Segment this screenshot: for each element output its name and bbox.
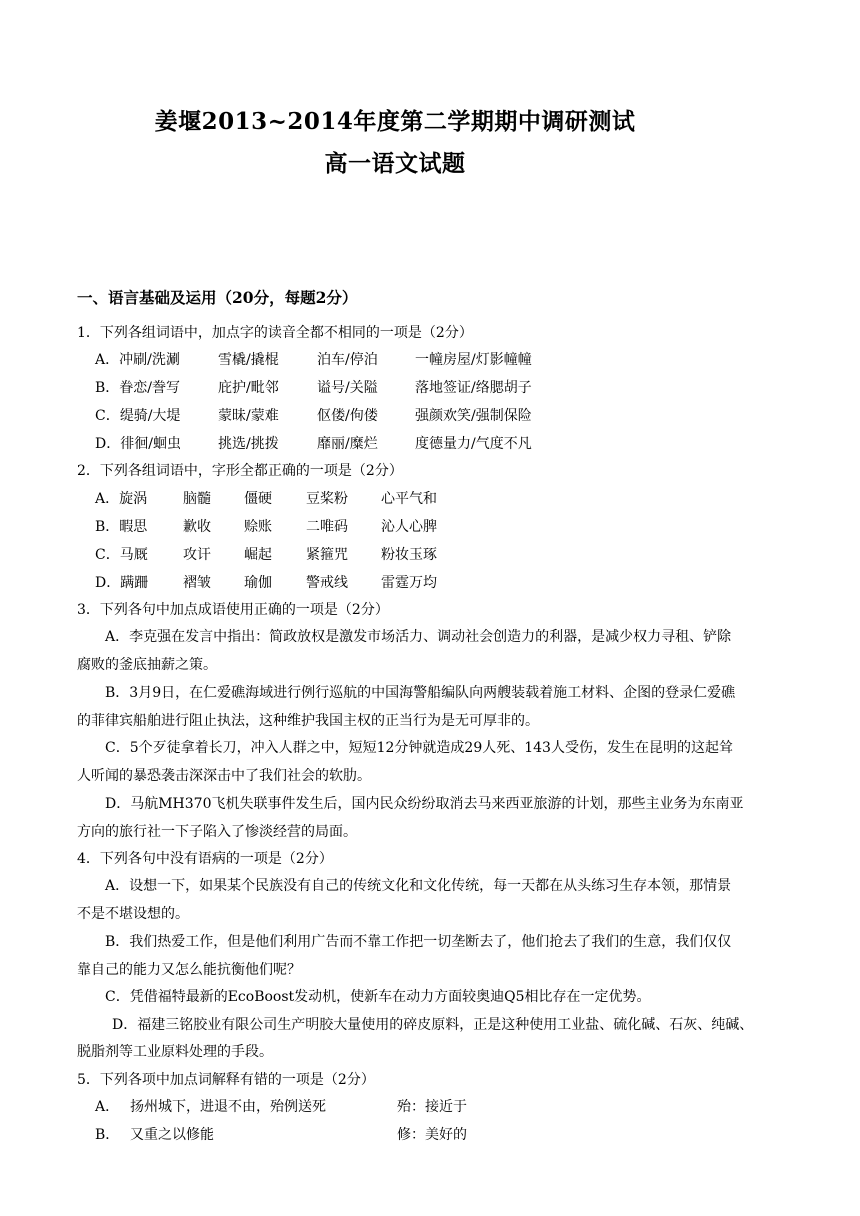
q1-option-d-4: 度德量力/气度不凡: [415, 436, 532, 452]
q1-option-c-3: 伛偻/佝偻: [317, 408, 378, 424]
q2-option-a-5: 心平气和: [381, 491, 437, 507]
q3-option-a: A．李克强在发言中指出：简政放权是激发市场活力、调动社会创造力的利器，是减少权力寻租、铲除: [105, 629, 732, 645]
q1-option-a-4: 一幢房屋/灯影幢幢: [415, 352, 532, 368]
q2-option-b-1: B．暇思: [95, 519, 148, 535]
q1-option-b-2: 庇护/毗邻: [218, 380, 279, 396]
q2-option-a-1: A．旋涡: [95, 491, 148, 507]
q3-option-b: B．3月9日，在仁爱礁海域进行例行巡航的中国海警船编队向两艘装载着施工材料、企图的登录仁爱礁: [105, 685, 736, 701]
q3-option-a-cont: 腐败的釜底抽薪之策。: [77, 657, 217, 673]
q1-option-b-4: 落地签证/络腮胡子: [415, 380, 532, 396]
q2-option-b-2: 歉收: [183, 519, 211, 535]
q1-option-c-1: C．缇骑/大堤: [95, 408, 181, 424]
q2-option-d-4: 警戒线: [306, 575, 348, 591]
q1-option-a-2: 雪橇/撬棍: [218, 352, 279, 368]
q1-option-d-3: 靡丽/糜烂: [317, 436, 378, 452]
q1-option-b-3: 谥号/关隘: [317, 380, 378, 396]
q2-option-b-5: 沁人心脾: [381, 519, 437, 535]
q2-option-d-3: 瑜伽: [244, 575, 272, 591]
q1-option-c-4: 强颜欢笑/强制保险: [415, 408, 532, 424]
q4-option-b-cont: 靠自己的能力又怎么能抗衡他们呢？: [77, 962, 301, 978]
q4-option-c: C．凭借福特最新的EcoBoost发动机，使新车在动力方面较奥迪Q5相比存在一定优势。: [105, 989, 651, 1005]
question-4-stem: 4．下列各句中没有语病的一项是（2分）: [77, 851, 333, 867]
q3-option-c-cont: 人听闻的暴恐袭击深深击中了我们社会的软肋。: [77, 768, 371, 784]
q4-option-a-cont: 不是不堪设想的。: [77, 906, 189, 922]
q2-option-c-1: C．马厩: [95, 547, 148, 563]
q5-option-b-gloss: 修：美好的: [397, 1127, 467, 1143]
q5-option-a-gloss: 殆：接近于: [397, 1099, 467, 1115]
q3-option-c: C．5个歹徒拿着长刀，冲入人群之中，短短12分钟就造成29人死、143人受伤，发生在昆明的这起耸: [105, 740, 733, 756]
q2-option-d-1: D．蹒跚: [95, 575, 149, 591]
q4-option-d: D．福建三铭胶业有限公司生产明胶大量使用的碎皮原料，正是这种使用工业盐、硫化碱、石灰、纯碱、: [112, 1017, 754, 1033]
q1-option-d-1: D．徘徊/蛔虫: [95, 436, 181, 452]
q2-option-d-5: 雷霆万均: [381, 575, 437, 591]
q1-option-a-3: 泊车/停泊: [317, 352, 378, 368]
q2-option-c-5: 粉妆玉琢: [381, 547, 437, 563]
q2-option-a-3: 僵硬: [244, 491, 272, 507]
q4-option-a: A．设想一下，如果某个民族没有自己的传统文化和文化传统，每一天都在从头练习生存本领，那情景: [105, 878, 732, 894]
question-2-stem: 2．下列各组词语中，字形全都正确的一项是（2分）: [77, 463, 403, 479]
q5-option-a-text: 扬州城下，进退不由，殆例送死: [130, 1099, 326, 1115]
q2-option-c-3: 崛起: [244, 547, 272, 563]
q2-option-a-4: 豆桨粉: [306, 491, 348, 507]
q4-option-b: B．我们热爱工作，但是他们利用广告而不靠工作把一切垄断去了，他们抢去了我们的生意，我们仅仅: [105, 934, 732, 950]
q4-option-d-cont: 脱脂剂等工业原料处理的手段。: [77, 1044, 273, 1060]
q2-option-b-3: 赊账: [244, 519, 272, 535]
q5-option-b-label: B．: [95, 1127, 120, 1143]
question-3-stem: 3．下列各句中加点成语使用正确的一项是（2分）: [77, 602, 389, 618]
q1-option-c-2: 蒙昧/蒙难: [218, 408, 279, 424]
document-subtitle: 高一语文试题: [324, 150, 466, 177]
question-5-stem: 5．下列各项中加点词解释有错的一项是（2分）: [77, 1072, 375, 1088]
q3-option-d: D．马航MH370飞机失联事件发生后，国内民众纷纷取消去马来西亚旅游的计划，那些主业务为东南亚: [105, 796, 744, 812]
q3-option-d-cont: 方向的旅行社一下子陷入了惨淡经营的局面。: [77, 824, 357, 840]
q5-option-a-label: A．: [95, 1099, 120, 1115]
document-title: 姜堰2013~2014年度第二学期期中调研测试: [154, 108, 636, 135]
q2-option-b-4: 二唯码: [306, 519, 348, 535]
q2-option-c-2: 攻讦: [183, 547, 211, 563]
q2-option-d-2: 褶皱: [183, 575, 211, 591]
q2-option-a-2: 脑髓: [183, 491, 211, 507]
q5-option-b-text: 又重之以修能: [130, 1127, 214, 1143]
q3-option-b-cont: 的菲律宾船舶进行阻止执法，这种维护我国主权的正当行为是无可厚非的。: [77, 713, 539, 729]
q1-option-b-1: B．眷恋/誊写: [95, 380, 181, 396]
q1-option-d-2: 挑选/挑拨: [218, 436, 279, 452]
q2-option-c-4: 紧箍咒: [306, 547, 348, 563]
question-1-stem: 1．下列各组词语中，加点字的读音全都不相同的一项是（2分）: [77, 325, 473, 341]
section-heading: 一、语言基础及运用（20分，每题2分）: [77, 288, 358, 307]
q1-option-a-1: A．冲刷/洗涮: [95, 352, 180, 368]
